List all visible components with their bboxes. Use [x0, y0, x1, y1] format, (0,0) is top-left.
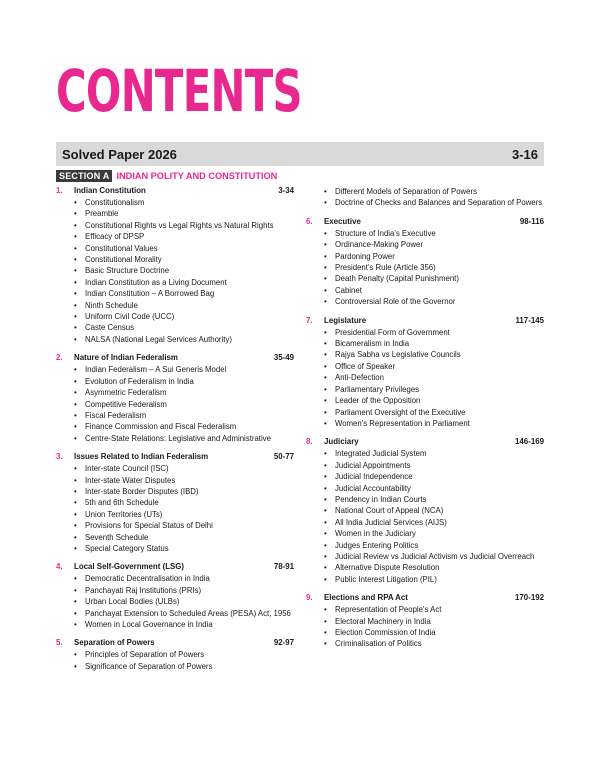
topic-item: • Asymmetric Federalism [74, 387, 294, 398]
topic-item: • Significance of Separation of Powers [74, 661, 294, 672]
section-title: INDIAN POLITY AND CONSTITUTION [116, 170, 278, 181]
section-header [56, 169, 277, 182]
topic-item: • Integrated Judicial System [324, 448, 544, 459]
chapter-number: 5. [56, 638, 63, 648]
topic-item: • Rajya Sabha vs Legislative Councils [324, 349, 544, 360]
chapter-entry[interactable] [306, 316, 544, 430]
chapter-title: Executive [324, 216, 361, 226]
topic-item: • Caste Census [74, 322, 294, 333]
chapter-entry[interactable] [306, 217, 544, 308]
chapter-entry[interactable] [56, 186, 294, 345]
topic-item: • Women in the Judiciary [324, 528, 544, 539]
topic-item: • Special Category Status [74, 543, 294, 554]
topic-item: • Union Territories (UTs) [74, 509, 294, 520]
topic-list [306, 327, 544, 430]
topic-item: • Inter-state Council (ISC) [74, 463, 294, 474]
page-title: CONTENTS [56, 57, 302, 125]
topic-item: • Alternative Dispute Resolution [324, 562, 544, 573]
topic-item: • Ninth Schedule [74, 300, 294, 311]
chapter-title: Nature of Indian Federalism [74, 353, 178, 363]
right-column [306, 186, 544, 658]
chapter-entry[interactable] [306, 593, 544, 650]
chapter-number: 6. [306, 216, 313, 226]
chapter-heading [306, 437, 544, 447]
topic-item: • Indian Federalism – A Sui Generis Model [74, 364, 294, 375]
chapter-number: 9. [306, 593, 313, 603]
topic-item: • President's Rule (Article 356) [324, 262, 544, 273]
chapter-heading [56, 353, 294, 363]
topic-item: • Office of Speaker [324, 361, 544, 372]
chapter-title: Legislature [324, 315, 367, 325]
chapter-pages: 146-169 [515, 437, 544, 447]
solved-paper-pages: 3-16 [511, 146, 538, 162]
chapter-title: Separation of Powers [74, 638, 155, 648]
chapter-pages: 3-34 [278, 186, 294, 195]
topic-item: • Electoral Machinery in India [324, 616, 544, 627]
topic-item: • Women's Representation in Parliament [324, 418, 544, 429]
topic-item: • All India Judicial Services (AIJS) [324, 517, 544, 528]
topic-item: • Finance Commission and Fiscal Federalism [74, 421, 294, 432]
chapter-pages: 92-97 [273, 638, 294, 648]
topic-item: • Inter-state Water Disputes [74, 475, 294, 486]
topic-item: • Judicial Appointments [324, 460, 544, 471]
chapter-title: Indian Constitution [74, 186, 146, 195]
topic-item: • Judicial Review vs Judicial Activism vs Judicial Overreach [324, 551, 544, 562]
topic-item: • Pendency in Indian Courts [324, 494, 544, 505]
chapter-pages: 50-77 [273, 452, 294, 462]
topic-item: • Criminalisation of Politics [324, 638, 544, 649]
chapter-heading [56, 186, 294, 196]
topic-item: • Pardoning Power [324, 251, 544, 262]
topic-item: • Constitutional Morality [74, 254, 294, 265]
chapter-pages: 98-116 [519, 216, 544, 226]
topic-item: • Anti-Defection [324, 372, 544, 383]
topic-item: • Fiscal Federalism [74, 410, 294, 421]
chapter-pages: 78-91 [273, 562, 294, 572]
topic-item: • Centre-State Relations: Legislative and Administrative [74, 433, 294, 444]
topic-item: • Democratic Decentralisation in India [74, 573, 294, 584]
topic-list [56, 649, 294, 672]
topic-item: • Principles of Separation of Powers [74, 649, 294, 660]
topic-item: • Provisions for Special Status of Delhi [74, 520, 294, 531]
topic-list [306, 604, 544, 650]
chapter-heading [56, 638, 294, 648]
chapter-title: Local Self-Government (LSG) [74, 562, 185, 572]
chapter-number: 4. [56, 562, 63, 572]
topic-item: • National Court of Appeal (NCA) [324, 505, 544, 516]
topic-item: • Efficacy of DPSP [74, 231, 294, 242]
section-tag: SECTION A [56, 170, 112, 182]
topic-item: • Indian Constitution as a Living Document [74, 277, 294, 288]
topic-item: • Bicameralism in India [324, 338, 544, 349]
topic-item: • Preamble [74, 208, 294, 219]
chapter-entry[interactable] [56, 452, 294, 554]
topic-item: • Leader of the Opposition [324, 395, 544, 406]
topic-item: • 5th and 6th Schedule [74, 497, 294, 508]
chapter-number: 2. [56, 353, 63, 363]
chapter-entry[interactable] [56, 562, 294, 630]
chapter-entry[interactable] [56, 638, 294, 672]
topic-item: • Election Commission of India [324, 627, 544, 638]
chapter-heading [306, 593, 544, 603]
topic-item: • Death Penalty (Capital Punishment) [324, 273, 544, 284]
left-column [56, 186, 294, 680]
chapter-heading [56, 562, 294, 572]
chapter-pages: 170-192 [515, 593, 544, 603]
topic-item: • Constitutionalism [74, 197, 294, 208]
topic-list [306, 228, 544, 308]
solved-paper-label: Solved Paper 2026 [62, 146, 177, 162]
chapter-number: 1. [56, 186, 63, 195]
topic-item: • Seventh Schedule [74, 532, 294, 543]
topic-item: • Evolution of Federalism in India [74, 376, 294, 387]
chapter-entry[interactable] [56, 353, 294, 444]
topic-item: • Urban Local Bodies (ULBs) [74, 596, 294, 607]
chapter-number: 7. [306, 315, 313, 325]
topic-item: • Public Interest Litigation (PIL) [324, 574, 544, 585]
topic-item: • Parliamentary Privileges [324, 384, 544, 395]
chapter-heading [306, 316, 544, 326]
topic-item: • Controversial Role of the Governor [324, 296, 544, 307]
topic-item: • Constitutional Values [74, 243, 294, 254]
topic-item: • Doctrine of Checks and Balances and Separation of Powers [324, 197, 544, 208]
chapter-title: Judiciary [324, 437, 359, 447]
topic-item: • Uniform Civil Code (UCC) [74, 311, 294, 322]
topic-list [56, 197, 294, 345]
topic-list [56, 364, 294, 444]
topic-list [56, 573, 294, 630]
topic-list [306, 448, 544, 585]
chapter-pages: 35-49 [273, 353, 294, 363]
topic-item: • Parliament Oversight of the Executive [324, 407, 544, 418]
chapter-heading [56, 452, 294, 462]
topic-item: • Judicial Independence [324, 471, 544, 482]
chapter-number: 3. [56, 452, 63, 462]
chapter-pages: 117-145 [515, 315, 544, 325]
topic-item: • Panchayati Raj Institutions (PRIs) [74, 585, 294, 596]
topic-item: • Competitive Federalism [74, 399, 294, 410]
chapter-title: Elections and RPA Act [324, 593, 408, 603]
topic-item: • Indian Constitution – A Borrowed Bag [74, 288, 294, 299]
topic-item: • Ordinance-Making Power [324, 239, 544, 250]
topic-item: • Different Models of Separation of Powers [324, 186, 544, 197]
topic-item: • Presidential Form of Government [324, 327, 544, 338]
chapter-entry[interactable] [306, 437, 544, 585]
topic-item: • NALSA (National Legal Services Authority) [74, 334, 294, 345]
chapter-title: Issues Related to Indian Federalism [74, 452, 209, 462]
topic-item: • Constitutional Rights vs Legal Rights vs Natural Rights [74, 220, 294, 231]
topic-item: • Judges Entering Politics [324, 540, 544, 551]
topic-item: • Representation of People's Act [324, 604, 544, 615]
chapter-heading [306, 217, 544, 227]
topic-item: • Inter-state Border Disputes (IBD) [74, 486, 294, 497]
topic-item: • Cabinet [324, 285, 544, 296]
topic-list [56, 463, 294, 554]
continuation-list [306, 186, 544, 209]
topic-item: • Women in Local Governance in India [74, 619, 294, 630]
solved-paper-row[interactable] [56, 142, 544, 166]
chapter-number: 8. [306, 437, 313, 447]
topic-item: • Basic Structure Doctrine [74, 265, 294, 276]
topic-item: • Judicial Accountability [324, 483, 544, 494]
topic-item: • Structure of India's Executive [324, 228, 544, 239]
topic-item: • Panchayat Extension to Scheduled Areas (PESA) Act, 1956 [74, 608, 294, 619]
